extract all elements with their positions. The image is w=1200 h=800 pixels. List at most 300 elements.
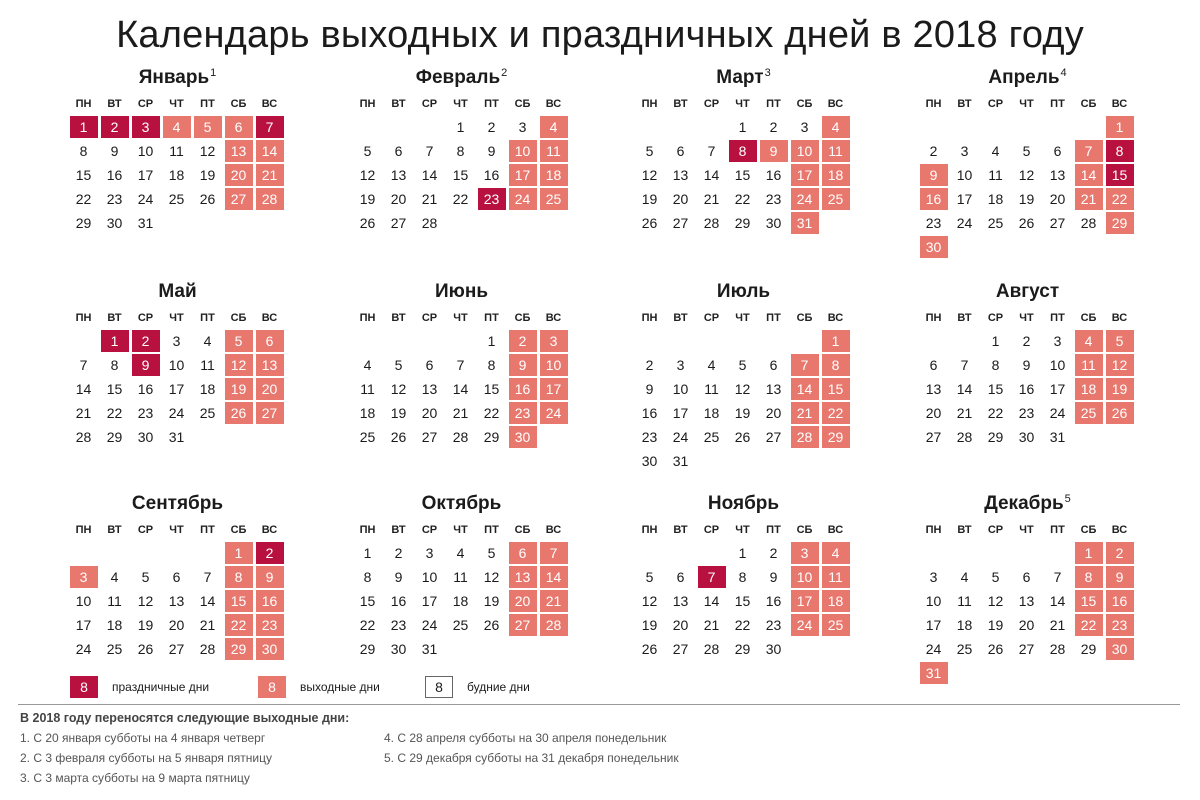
- day-cell: 14: [703, 593, 720, 609]
- day-cell: 6: [172, 569, 181, 585]
- day-cell: 19: [987, 617, 1004, 633]
- weekday-label: СБ: [796, 312, 813, 324]
- legend-workday-swatch: 8: [425, 676, 453, 698]
- day-cell: 12: [359, 167, 376, 183]
- weekend-day-cell: 8: [1075, 566, 1103, 588]
- month-title: [918, 492, 1137, 516]
- weekend-day-cell: 23: [509, 402, 537, 424]
- day-cell: 2: [769, 119, 778, 135]
- day-cell: 26: [359, 215, 376, 231]
- weekend-day-cell: 1: [1106, 116, 1134, 138]
- day-cell: 5: [394, 357, 403, 373]
- month-7: [634, 280, 853, 473]
- weekend-day-cell: 14: [540, 566, 568, 588]
- weekend-day-cell: 19: [225, 378, 253, 400]
- day-cell: 11: [453, 569, 468, 585]
- day-cell: 10: [75, 593, 92, 609]
- weekday-label: ВС: [1111, 98, 1128, 110]
- weekend-day-cell: 30: [509, 426, 537, 448]
- day-cell: 1: [738, 119, 747, 135]
- day-cell: 13: [1049, 167, 1066, 183]
- empty-cell: [352, 329, 383, 353]
- weekday-label: ВС: [545, 98, 562, 110]
- weekday-label: ПН: [75, 312, 92, 324]
- day-cell: 5: [645, 569, 654, 585]
- day-cell: 17: [75, 617, 92, 633]
- empty-cell: [918, 329, 949, 353]
- weekend-day-cell: 25: [822, 614, 850, 636]
- day-cell: 18: [168, 167, 185, 183]
- empty-cell: [696, 329, 727, 353]
- weekday-label: ПТ: [200, 98, 215, 110]
- day-cell: 25: [106, 641, 123, 657]
- month-name: Январь: [138, 67, 210, 88]
- weekend-day-cell: 16: [1106, 590, 1134, 612]
- day-cell: 24: [75, 641, 92, 657]
- day-cell: 10: [168, 357, 185, 373]
- month-name: Август: [995, 281, 1060, 302]
- day-cell: 4: [456, 545, 465, 561]
- day-cell: 10: [956, 167, 973, 183]
- weekday-label: ПН: [359, 98, 376, 110]
- empty-cell: [980, 541, 1011, 565]
- day-cell: 3: [800, 119, 809, 135]
- month-name: Май: [158, 281, 197, 302]
- weekday-label: ПТ: [484, 524, 499, 536]
- day-cell: 19: [359, 191, 376, 207]
- empty-cell: [352, 115, 383, 139]
- empty-cell: [758, 329, 789, 353]
- day-cell: 23: [137, 405, 154, 421]
- weekend-day-cell: 9: [760, 140, 788, 162]
- weekday-label: ВС: [1111, 312, 1128, 324]
- legend-holiday-label: праздничные дни: [112, 680, 210, 694]
- month-8: [918, 280, 1137, 449]
- weekday-label: СБ: [230, 312, 247, 324]
- note-item: 3. С 3 марта субботы на 9 марта пятницу: [20, 771, 250, 785]
- day-cell: 25: [987, 215, 1004, 231]
- weekend-day-cell: 9: [920, 164, 948, 186]
- day-cell: 2: [487, 119, 496, 135]
- day-cell: 24: [137, 191, 154, 207]
- day-cell: 8: [456, 143, 465, 159]
- weekend-day-cell: 21: [1075, 188, 1103, 210]
- weekend-day-cell: 10: [791, 566, 819, 588]
- weekend-day-cell: 21: [791, 402, 819, 424]
- weekend-day-cell: 8: [822, 354, 850, 376]
- weekday-label: СР: [137, 98, 154, 110]
- weekend-day-cell: 27: [256, 402, 284, 424]
- transfer-notes: [20, 711, 1180, 791]
- day-cell: 22: [734, 617, 751, 633]
- days-grid: [352, 541, 571, 661]
- weekday-label: СР: [987, 524, 1004, 536]
- month-footnote-marker: 5: [1064, 492, 1071, 505]
- day-cell: 27: [1049, 215, 1066, 231]
- holiday-day-cell: 8: [729, 140, 757, 162]
- day-cell: 17: [137, 167, 154, 183]
- days-grid: [918, 329, 1137, 449]
- day-cell: 28: [452, 429, 469, 445]
- day-cell: 16: [483, 167, 500, 183]
- day-cell: 29: [359, 641, 376, 657]
- weekend-day-cell: 4: [163, 116, 191, 138]
- day-cell: 30: [641, 453, 658, 469]
- weekday-label: ВТ: [107, 98, 122, 110]
- weekend-day-cell: 20: [509, 590, 537, 612]
- day-cell: 13: [1018, 593, 1035, 609]
- weekend-day-cell: 24: [540, 402, 568, 424]
- weekend-day-cell: 17: [540, 378, 568, 400]
- day-cell: 27: [421, 429, 438, 445]
- day-cell: 2: [1022, 333, 1031, 349]
- day-cell: 29: [1080, 641, 1097, 657]
- weekday-label: ПТ: [766, 312, 781, 324]
- day-cell: 28: [199, 641, 216, 657]
- day-cell: 10: [672, 381, 689, 397]
- weekend-day-cell: 16: [509, 378, 537, 400]
- weekend-day-cell: 24: [791, 614, 819, 636]
- weekday-label: СР: [421, 98, 438, 110]
- weekday-label: ПН: [75, 98, 92, 110]
- weekend-day-cell: 30: [256, 638, 284, 660]
- weekend-day-cell: 4: [1075, 330, 1103, 352]
- weekend-day-cell: 17: [791, 590, 819, 612]
- weekday-label: ПН: [641, 98, 658, 110]
- weekend-day-cell: 9: [509, 354, 537, 376]
- day-cell: 5: [487, 545, 496, 561]
- day-cell: 26: [390, 429, 407, 445]
- weekend-day-cell: 30: [1106, 638, 1134, 660]
- day-cell: 21: [703, 191, 720, 207]
- empty-cell: [68, 329, 99, 353]
- day-cell: 15: [452, 167, 469, 183]
- weekend-day-cell: 29: [225, 638, 253, 660]
- days-grid: [634, 541, 853, 661]
- day-cell: 12: [137, 593, 154, 609]
- month-name: Октябрь: [421, 493, 502, 514]
- weekday-label: ВС: [261, 312, 278, 324]
- weekday-header: [634, 519, 853, 541]
- day-cell: 16: [1018, 381, 1035, 397]
- day-cell: 4: [363, 357, 372, 373]
- weekend-day-cell: 22: [1106, 188, 1134, 210]
- day-cell: 2: [394, 545, 403, 561]
- weekend-day-cell: 25: [540, 188, 568, 210]
- empty-cell: [414, 329, 445, 353]
- day-cell: 13: [168, 593, 185, 609]
- day-cell: 20: [168, 617, 185, 633]
- weekday-label: ЧТ: [1019, 312, 1034, 324]
- weekday-header: [68, 307, 287, 329]
- weekday-label: СР: [137, 312, 154, 324]
- day-cell: 18: [452, 593, 469, 609]
- month-3: [634, 66, 853, 235]
- day-cell: 24: [1049, 405, 1066, 421]
- weekend-day-cell: 5: [1106, 330, 1134, 352]
- days-grid: [68, 541, 287, 661]
- weekend-day-cell: 1: [225, 542, 253, 564]
- day-cell: 16: [106, 167, 123, 183]
- empty-cell: [980, 115, 1011, 139]
- month-title: [634, 66, 853, 90]
- empty-cell: [445, 329, 476, 353]
- month-6: [352, 280, 571, 449]
- weekday-label: ПН: [641, 312, 658, 324]
- day-cell: 30: [390, 641, 407, 657]
- day-cell: 13: [390, 167, 407, 183]
- weekday-label: ЧТ: [169, 98, 184, 110]
- weekday-header: [634, 93, 853, 115]
- weekday-label: СР: [987, 98, 1004, 110]
- day-cell: 28: [75, 429, 92, 445]
- weekday-header: [352, 307, 571, 329]
- day-cell: 21: [703, 617, 720, 633]
- empty-cell: [99, 541, 130, 565]
- weekday-label: ПТ: [200, 524, 215, 536]
- day-cell: 26: [987, 641, 1004, 657]
- weekend-day-cell: 23: [256, 614, 284, 636]
- day-cell: 20: [925, 405, 942, 421]
- empty-cell: [192, 541, 223, 565]
- day-cell: 12: [987, 593, 1004, 609]
- day-cell: 10: [421, 569, 438, 585]
- month-9: [68, 492, 287, 661]
- day-cell: 30: [765, 215, 782, 231]
- day-cell: 28: [703, 215, 720, 231]
- day-cell: 12: [641, 593, 658, 609]
- weekend-day-cell: 31: [791, 212, 819, 234]
- holiday-day-cell: 23: [478, 188, 506, 210]
- day-cell: 25: [956, 641, 973, 657]
- day-cell: 4: [203, 333, 212, 349]
- month-footnote-marker: 2: [501, 66, 508, 79]
- day-cell: 30: [106, 215, 123, 231]
- weekday-label: ЧТ: [735, 312, 750, 324]
- weekday-label: СР: [703, 524, 720, 536]
- day-cell: 26: [734, 429, 751, 445]
- notes-title: В 2018 году переносятся следующие выходные дни:: [20, 711, 350, 725]
- weekday-label: ВТ: [957, 312, 972, 324]
- empty-cell: [634, 115, 665, 139]
- empty-cell: [414, 115, 445, 139]
- weekend-day-cell: 12: [225, 354, 253, 376]
- days-grid: [352, 115, 571, 235]
- page-title: Календарь выходных и праздничных дней в 2018 году: [116, 14, 1084, 56]
- weekday-label: СР: [987, 312, 1004, 324]
- day-cell: 24: [421, 617, 438, 633]
- weekday-label: СР: [137, 524, 154, 536]
- day-cell: 26: [641, 641, 658, 657]
- empty-cell: [665, 329, 696, 353]
- empty-cell: [634, 541, 665, 565]
- empty-cell: [383, 329, 414, 353]
- day-cell: 31: [168, 429, 185, 445]
- day-cell: 9: [645, 381, 654, 397]
- day-cell: 10: [925, 593, 942, 609]
- day-cell: 23: [106, 191, 123, 207]
- notes-divider: [18, 704, 1180, 705]
- day-cell: 31: [1049, 429, 1066, 445]
- day-cell: 27: [672, 215, 689, 231]
- note-item: 2. С 3 февраля субботы на 5 января пятницу: [20, 751, 272, 765]
- day-cell: 28: [956, 429, 973, 445]
- weekend-day-cell: 14: [1075, 164, 1103, 186]
- day-cell: 14: [421, 167, 438, 183]
- day-cell: 9: [1022, 357, 1031, 373]
- weekday-label: СБ: [230, 524, 247, 536]
- day-cell: 11: [988, 167, 1003, 183]
- day-cell: 8: [363, 569, 372, 585]
- weekday-label: ЧТ: [1019, 524, 1034, 536]
- day-cell: 20: [1018, 617, 1035, 633]
- weekend-day-cell: 3: [791, 542, 819, 564]
- weekend-day-cell: 14: [256, 140, 284, 162]
- weekday-header: [918, 93, 1137, 115]
- weekday-label: ПН: [641, 524, 658, 536]
- month-4: [918, 66, 1137, 259]
- day-cell: 22: [359, 617, 376, 633]
- day-cell: 29: [75, 215, 92, 231]
- weekend-day-cell: 11: [540, 140, 568, 162]
- weekend-day-cell: 5: [194, 116, 222, 138]
- day-cell: 28: [421, 215, 438, 231]
- weekday-label: ВС: [261, 98, 278, 110]
- day-cell: 9: [110, 143, 119, 159]
- empty-cell: [918, 541, 949, 565]
- day-cell: 1: [487, 333, 496, 349]
- weekday-label: ПН: [925, 524, 942, 536]
- day-cell: 11: [360, 381, 375, 397]
- month-name: Апрель: [988, 67, 1060, 88]
- empty-cell: [949, 541, 980, 565]
- day-cell: 15: [75, 167, 92, 183]
- month-title: [634, 492, 853, 516]
- day-cell: 18: [106, 617, 123, 633]
- day-cell: 16: [641, 405, 658, 421]
- month-title: [918, 280, 1137, 304]
- weekend-day-cell: 24: [791, 188, 819, 210]
- weekday-label: СР: [421, 312, 438, 324]
- legend-weekend-label: выходные дни: [300, 680, 380, 694]
- month-footnote-marker: 3: [764, 66, 771, 79]
- day-cell: 3: [518, 119, 527, 135]
- empty-cell: [1011, 115, 1042, 139]
- weekday-label: ЧТ: [1019, 98, 1034, 110]
- day-cell: 19: [199, 167, 216, 183]
- day-cell: 16: [765, 167, 782, 183]
- month-title: [352, 492, 571, 516]
- day-cell: 2: [645, 357, 654, 373]
- weekday-label: ЧТ: [453, 98, 468, 110]
- weekday-label: ВТ: [391, 524, 406, 536]
- empty-cell: [665, 115, 696, 139]
- day-cell: 7: [707, 143, 716, 159]
- day-cell: 18: [359, 405, 376, 421]
- weekend-day-cell: 14: [791, 378, 819, 400]
- day-cell: 27: [925, 429, 942, 445]
- weekend-day-cell: 6: [256, 330, 284, 352]
- weekday-label: ВС: [827, 98, 844, 110]
- day-cell: 14: [452, 381, 469, 397]
- empty-cell: [665, 541, 696, 565]
- day-cell: 30: [1018, 429, 1035, 445]
- month-2: [352, 66, 571, 235]
- day-cell: 15: [106, 381, 123, 397]
- empty-cell: [696, 115, 727, 139]
- day-cell: 6: [394, 143, 403, 159]
- weekend-day-cell: 29: [1106, 212, 1134, 234]
- weekend-day-cell: 1: [822, 330, 850, 352]
- weekend-day-cell: 3: [70, 566, 98, 588]
- day-cell: 21: [1049, 617, 1066, 633]
- weekday-label: ВТ: [673, 524, 688, 536]
- day-cell: 19: [734, 405, 751, 421]
- note-item: 5. С 29 декабря субботы на 31 декабря понедельник: [384, 751, 679, 765]
- holiday-day-cell: 8: [1106, 140, 1134, 162]
- day-cell: 1: [456, 119, 465, 135]
- empty-cell: [949, 329, 980, 353]
- day-cell: 12: [1018, 167, 1035, 183]
- empty-cell: [1073, 115, 1104, 139]
- weekend-day-cell: 16: [256, 590, 284, 612]
- weekend-day-cell: 21: [540, 590, 568, 612]
- weekend-day-cell: 7: [791, 354, 819, 376]
- weekend-day-cell: 26: [1106, 402, 1134, 424]
- day-cell: 24: [956, 215, 973, 231]
- day-cell: 4: [707, 357, 716, 373]
- weekend-day-cell: 9: [1106, 566, 1134, 588]
- empty-cell: [1011, 541, 1042, 565]
- day-cell: 19: [641, 191, 658, 207]
- day-cell: 18: [199, 381, 216, 397]
- weekday-header: [918, 519, 1137, 541]
- month-12: [918, 492, 1137, 685]
- weekday-label: ЧТ: [169, 312, 184, 324]
- day-cell: 25: [452, 617, 469, 633]
- weekday-label: ВТ: [107, 524, 122, 536]
- weekend-day-cell: 20: [256, 378, 284, 400]
- weekday-label: ПТ: [1050, 312, 1065, 324]
- weekend-day-cell: 6: [509, 542, 537, 564]
- day-cell: 2: [769, 545, 778, 561]
- day-cell: 7: [203, 569, 212, 585]
- holiday-day-cell: 2: [132, 330, 160, 352]
- day-cell: 6: [929, 357, 938, 373]
- day-cell: 13: [421, 381, 438, 397]
- weekend-day-cell: 11: [822, 140, 850, 162]
- day-cell: 14: [956, 381, 973, 397]
- day-cell: 11: [200, 357, 215, 373]
- day-cell: 24: [672, 429, 689, 445]
- day-cell: 23: [765, 191, 782, 207]
- weekday-label: ПТ: [766, 98, 781, 110]
- weekday-label: ВТ: [107, 312, 122, 324]
- weekday-label: СР: [703, 98, 720, 110]
- day-cell: 7: [960, 357, 969, 373]
- weekend-day-cell: 21: [256, 164, 284, 186]
- weekend-day-cell: 28: [540, 614, 568, 636]
- weekday-label: СБ: [1080, 98, 1097, 110]
- weekend-day-cell: 22: [822, 402, 850, 424]
- weekend-day-cell: 25: [1075, 402, 1103, 424]
- weekend-day-cell: 17: [509, 164, 537, 186]
- weekday-label: ВТ: [673, 98, 688, 110]
- empty-cell: [1042, 115, 1073, 139]
- day-cell: 2: [929, 143, 938, 159]
- day-cell: 11: [169, 143, 184, 159]
- weekend-day-cell: 17: [791, 164, 819, 186]
